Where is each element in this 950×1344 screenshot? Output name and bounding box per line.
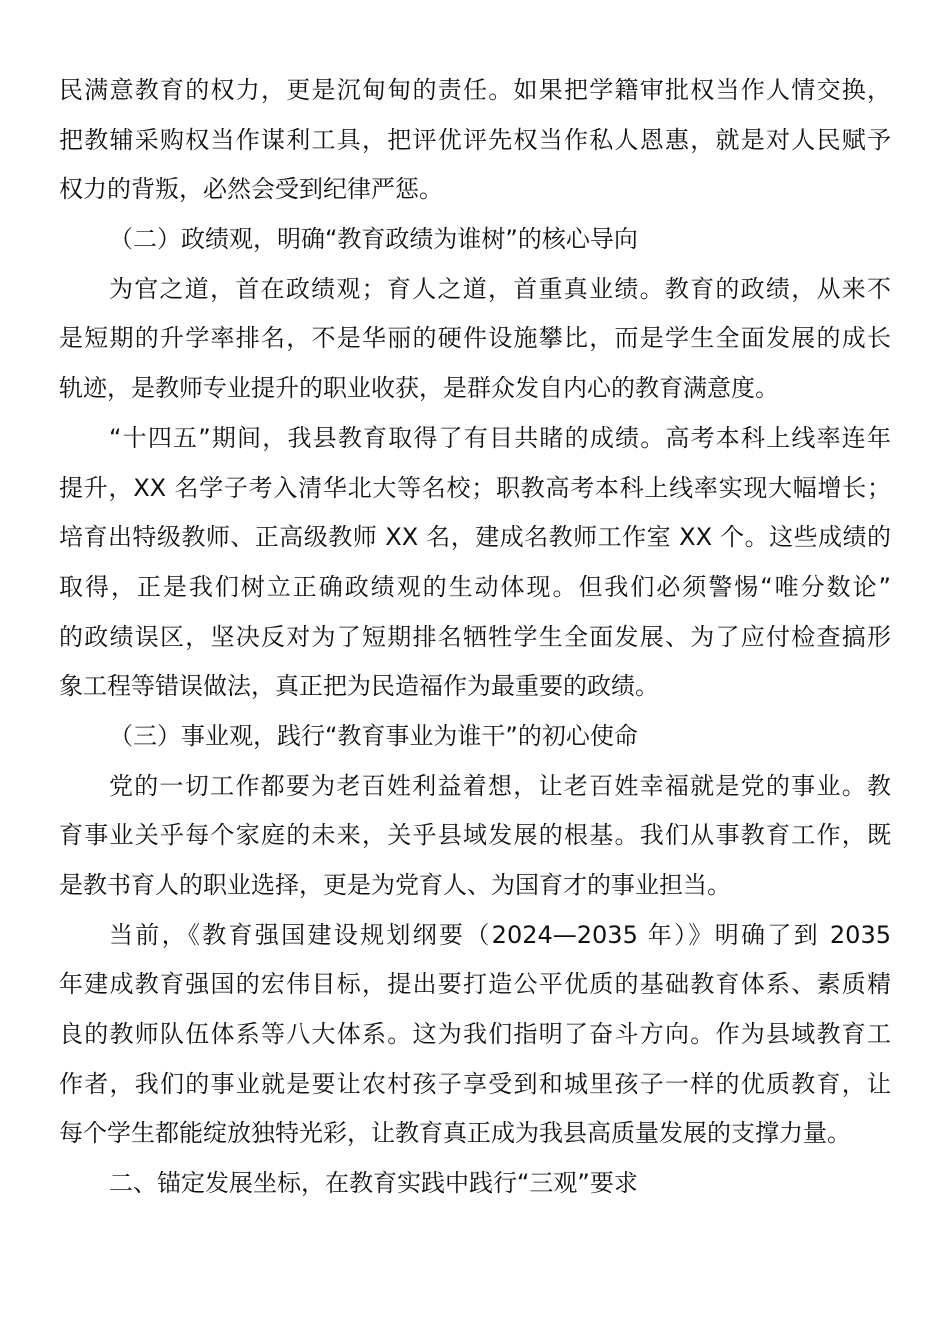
paragraph-line: 育事业关乎每个家庭的未来，关乎县域发展的根基。我们从事教育工作，既: [59, 821, 891, 850]
paragraph-line: “十四五”期间，我县教育取得了有目共睹的成绩。高考本科上线率连年: [109, 423, 891, 452]
paragraph-line: 良的教师队伍体系等八大体系。这为我们指明了奋斗方向。作为县域教育工: [59, 1020, 891, 1049]
section-heading: （三）事业观，践行“教育事业为谁干”的初心使命: [109, 721, 638, 750]
paragraph-line: 权力的背叛，必然会受到纪律严惩。: [59, 175, 443, 204]
paragraph-line: 取得，正是我们树立正确政绩观的生动体现。但我们必须警惕“唯分数论”: [59, 572, 891, 601]
paragraph-line: 是短期的升学率排名，不是华丽的硬件设施攀比，而是学生全面发展的成长: [59, 324, 891, 353]
paragraph-line: 当前，《教育强国建设规划纲要（2024—2035 年）》明确了到 2035: [109, 920, 891, 949]
paragraph-line: 把教辅采购权当作谋利工具，把评优评先权当作私人恩惠，就是对人民赋予: [59, 125, 891, 154]
paragraph-line: 年建成教育强国的宏伟目标，提出要打造公平优质的基础教育体系、素质精: [59, 970, 891, 999]
section-heading: 二、锚定发展坐标，在教育实践中践行“三观”要求: [109, 1169, 638, 1198]
paragraph-line: 轨迹，是教师专业提升的职业收获，是群众发自内心的教育满意度。: [59, 374, 779, 403]
paragraph-line: 每个学生都能绽放独特光彩，让教育真正成为我县高质量发展的支撑力量。: [59, 1119, 851, 1148]
paragraph-line: 象工程等错误做法，真正把为民造福作为最重要的政绩。: [59, 672, 659, 701]
paragraph-line: 作者，我们的事业就是要让农村孩子享受到和城里孩子一样的优质教育，让: [59, 1069, 891, 1098]
paragraph-line: 是教书育人的职业选择，更是为党育人、为国育才的事业担当。: [59, 871, 731, 899]
paragraph-line: 的政绩误区，坚决反对为了短期排名牺牲学生全面发展、为了应付检查搞形: [59, 622, 891, 651]
paragraph-line: 为官之道，首在政绩观；育人之道，首重真业绩。教育的政绩，从来不: [109, 274, 891, 303]
section-heading: （二）政绩观，明确“教育政绩为谁树”的核心导向: [109, 225, 638, 254]
paragraph-line: 党的一切工作都要为老百姓利益着想，让老百姓幸福就是党的事业。教: [109, 771, 891, 800]
document-page: [59, 66, 891, 1209]
paragraph-line: 培育出特级教师、正高级教师 XX 名，建成名教师工作室 XX 个。这些成绩的: [59, 523, 891, 552]
paragraph-line: 民满意教育的权力，更是沉甸甸的责任。如果把学籍审批权当作人情交换，: [59, 76, 891, 104]
paragraph-line: 提升，XX 名学子考入清华北大等名校；职教高考本科上线率实现大幅增长；: [59, 473, 891, 502]
